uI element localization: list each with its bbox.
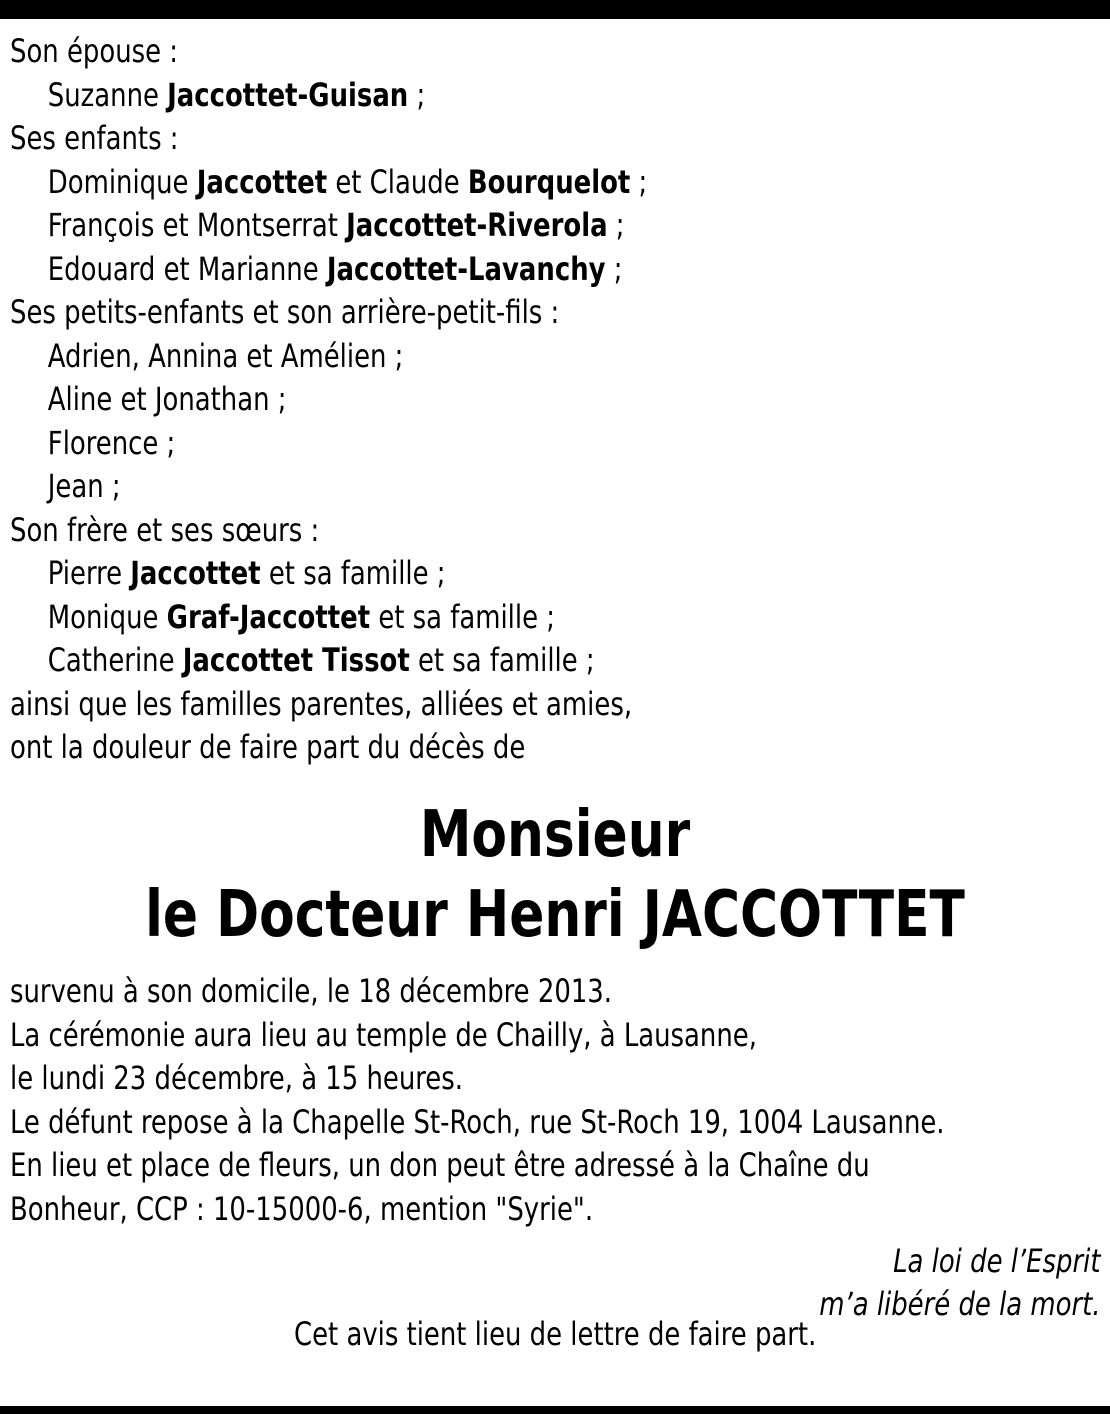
detail-line: En lieu et place de fleurs, un don peut être adressé à la Chaîne du [10, 1146, 870, 1184]
spouse-first-name: Suzanne [47, 75, 168, 114]
sibling-family: et sa famille ; [260, 554, 446, 592]
sibling-family: et sa famille ; [370, 597, 555, 636]
child-line [10, 204, 647, 248]
sibling-first-name: Pierre [47, 554, 131, 592]
sibling-surname: Jaccottet Tissot [182, 641, 410, 679]
quote-line: La loi de l’Esprit [892, 1242, 1100, 1280]
sibling-surname: Graf-Jaccottet [166, 597, 371, 636]
child-first-names: Edouard et Marianne [47, 249, 327, 288]
closing-line: ont la douleur de faire part du décès de [10, 728, 526, 766]
bottom-rule [0, 1406, 1110, 1414]
detail-line: La cérémonie aura lieu au temple de Chailly, à Lausanne, [10, 1015, 757, 1054]
detail-line: Bonheur, CCP : 10-15000-6, mention "Syrie". [10, 1189, 594, 1228]
deceased-title: Monsieur [419, 798, 691, 872]
family-list [10, 30, 647, 770]
grandchildren-heading: Ses petits-enfants et son arrière-petit-fils : [10, 293, 560, 331]
grandchild-line: Adrien, Annina et Amélien ; [47, 336, 404, 375]
child-surname: Jaccottet-Lavanchy [326, 249, 606, 288]
deceased-name-block [0, 795, 1110, 955]
sibling-first-name: Monique [47, 597, 167, 636]
child-surname: Jaccottet [196, 162, 328, 201]
sibling-line [10, 552, 647, 596]
child-end: ; [630, 162, 648, 201]
quote-line: m’a libéré de la mort. [818, 1285, 1100, 1323]
sibling-first-name: Catherine [47, 641, 183, 679]
child-first-names: François et Montserrat [47, 206, 347, 244]
child-partner-name: et Claude [327, 162, 468, 201]
deceased-name: le Docteur Henri JACCOTTET [145, 878, 965, 952]
child-end: ; [605, 249, 623, 288]
child-surname: Jaccottet-Riverola [346, 206, 608, 244]
grandchild-line: Aline et Jonathan ; [47, 380, 287, 418]
spouse-end: ; [408, 75, 426, 114]
ceremony-details [10, 970, 945, 1231]
child-end: ; [607, 206, 625, 244]
detail-line: Le défunt repose à la Chapelle St-Roch, rue St-Roch 19, 1004 Lausanne. [10, 1102, 945, 1141]
footer-text: Cet avis tient lieu de lettre de faire part. [293, 1315, 817, 1353]
spouse-heading: Son épouse : [10, 32, 179, 70]
top-rule [0, 0, 1110, 19]
sibling-line [10, 596, 647, 640]
grandchild-line: Jean ; [47, 467, 121, 505]
detail-line: le lundi 23 décembre, à 15 heures. [10, 1059, 463, 1097]
child-partner-surname: Bourquelot [467, 162, 631, 201]
sibling-surname: Jaccottet [130, 554, 261, 592]
child-line [10, 248, 647, 292]
spouse-line [10, 74, 647, 118]
detail-line: survenu à son domicile, le 18 décembre 2013. [10, 972, 613, 1010]
child-first-names: Dominique [47, 162, 197, 201]
closing-line: ainsi que les familles parentes, alliées et amies, [10, 684, 633, 723]
sibling-family: et sa famille ; [409, 641, 595, 679]
notice-footer [0, 1314, 1110, 1354]
child-line [10, 161, 647, 205]
spouse-last-name: Jaccottet-Guisan [167, 75, 409, 114]
siblings-heading: Son frère et ses sœurs : [10, 510, 320, 549]
children-heading: Ses enfants : [10, 119, 179, 157]
grandchild-line: Florence ; [47, 423, 176, 462]
sibling-line [10, 639, 647, 683]
